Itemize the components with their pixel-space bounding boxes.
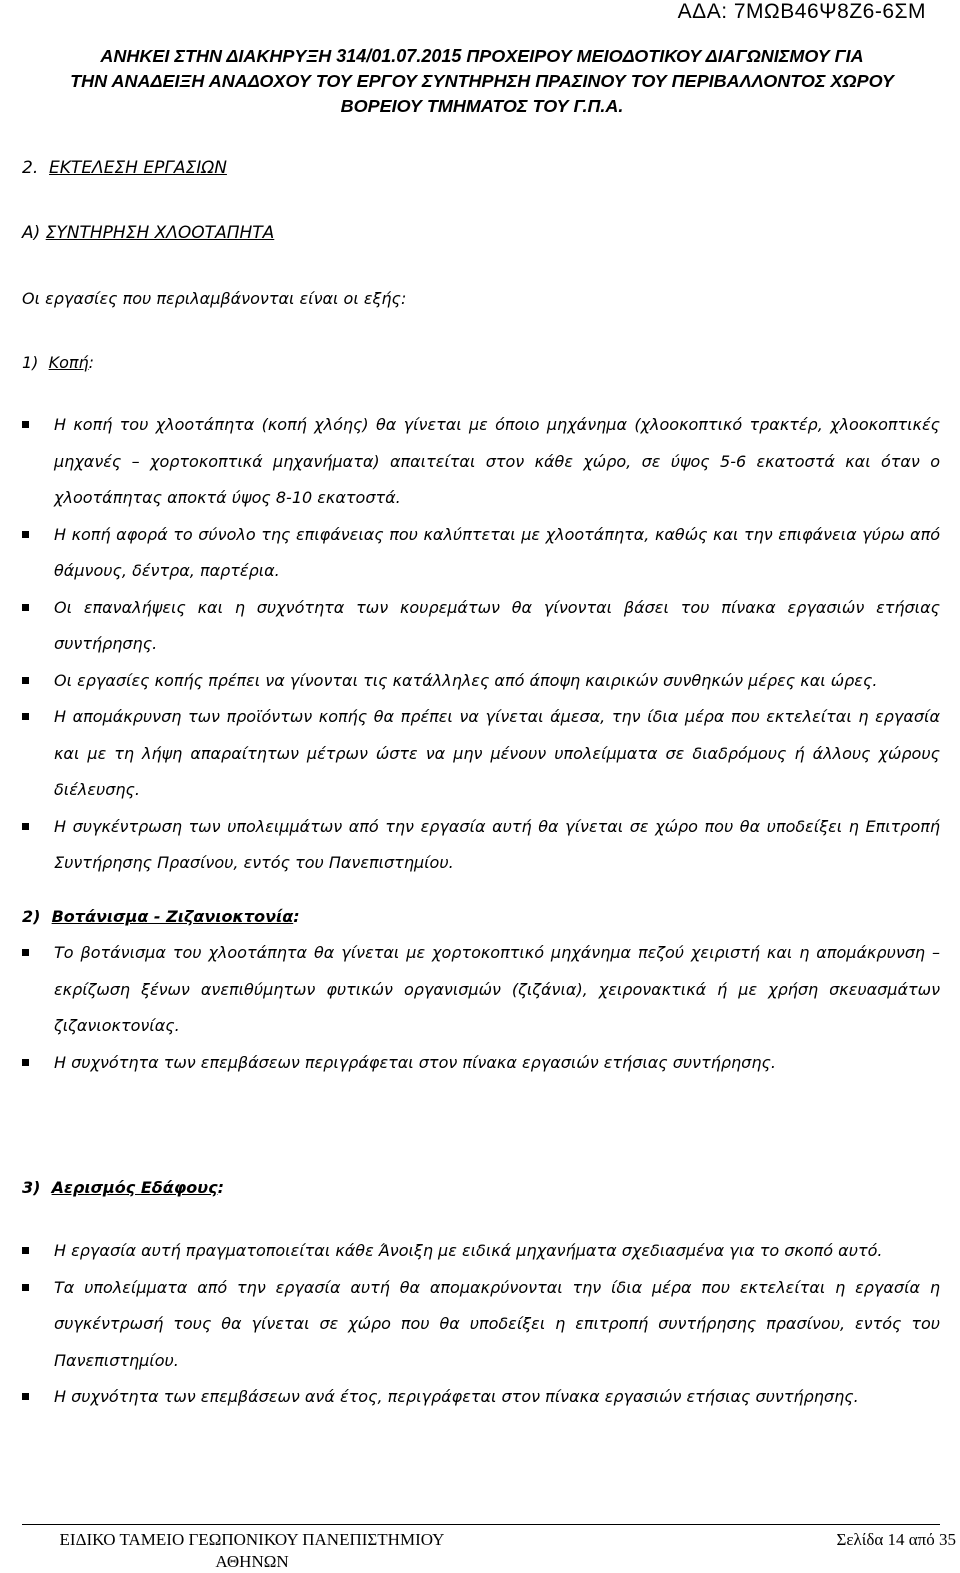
part2-colon: : [293,907,300,926]
footer-organization [22,1529,482,1573]
section-heading [22,158,227,178]
part1-heading [22,353,94,372]
list-item: Η συχνότητα των επεμβάσεων ανά έτος, περιγράφεται στον πίνακα εργασιών ετήσιας συντήρησης. [22,1379,940,1416]
list-item: Η απομάκρυνση των προϊόντων κοπής θα πρέπει να γίνεται άμεσα, την ίδια μέρα που εκτελείται η εργασία και με τη λήψη απαραίτητων μέτρων ώστε να μην μένουν υπολείμματα σε διαδρόμους ή άλλους χώρους διέλευσης. [22,699,940,809]
list-item: Η κοπή αφορά το σύνολο της επιφάνειας που καλύπτεται με χλοοτάπητα, καθώς και την επιφάνεια γύρω από θάμνους, δέντρα, παρτέρια. [22,517,940,590]
subsection-prefix: Α) [22,223,41,243]
list-item: Η συγκέντρωση των υπολειμμάτων από την εργασία αυτή θα γίνεται σε χώρο που θα υποδείξει η Επιτροπή Συντήρησης Πρασίνου, εντός του Πανεπιστημίου. [22,809,940,882]
page-footer [22,1524,956,1571]
part3-list [22,1233,940,1416]
list-item: Οι επαναλήψεις και η συχνότητα των κουρεμάτων θα γίνονται βάσει του πίνακα εργασιών ετήσιας συντήρησης. [22,590,940,663]
list-item: Οι εργασίες κοπής πρέπει να γίνονται τις κατάλληλες από άποψη καιρικών συνθηκών μέρες και ώρες. [22,663,940,700]
subsection-title: ΣΥΝΤΗΡΗΣΗ ΧΛΟΟΤΑΠΗΤΑ [45,223,275,243]
section-title: ΕΚΤΕΛΕΣΗ ΕΡΓΑΣΙΩΝ [49,158,227,178]
part3-title: Αερισμός Εδάφους [51,1178,218,1197]
part2-list [22,935,940,1081]
list-item: Η κοπή του χλοοτάπητα (κοπή χλόης) θα γίνεται με όποιο μηχάνημα (χλοοκοπτικό τρακτέρ, χλοοκοπτικές μηχανές – χορτοκοπτικά μηχανήματα) απαιτείται στον κάθε χώρο, σε ύψος 5-6 εκατοστά και όταν ο χλοοτάπητας αποκτά ύψος 8-10 εκατοστά. [22,407,940,517]
footer-org-line-2: ΑΘΗΝΩΝ [215,1552,289,1571]
part2-title: Βοτάνισμα - Ζιζανιοκτονία [51,907,294,926]
intro-text: Οι εργασίες που περιλαμβάνονται είναι οι εξής: [22,289,407,308]
list-item: Η συχνότητα των επεμβάσεων περιγράφεται στον πίνακα εργασιών ετήσιας συντήρησης. [22,1045,940,1082]
section-number: 2. [22,158,39,178]
part3-colon: : [217,1178,224,1197]
part2-number: 2) [22,907,41,926]
list-item: Τα υπολείμματα από την εργασία αυτή θα απομακρύνονται την ίδια μέρα που εκτελείται η εργασία η συγκέντρωσή τους θα γίνεται σε χώρο που θα υποδείξει η επιτροπή συντήρησης πρασίνου, εντός του Πανεπιστημίου. [22,1270,940,1380]
header-line-3: ΒΟΡΕΙΟΥ ΤΜΗΜΑΤΟΣ ΤΟΥ Γ.Π.Α. [340,96,624,116]
part3-heading [22,1178,224,1197]
footer-org-line-1: ΕΙΔΙΚΟ ΤΑΜΕΙΟ ΓΕΩΠΟΝΙΚΟΥ ΠΑΝΕΠΙΣΤΗΜΙΟΥ [59,1530,445,1549]
ada-code: ΑΔΑ: 7ΜΩΒ46Ψ8Ζ6-6ΣΜ [677,0,926,23]
part1-title: Κοπή [48,353,89,372]
part3-number: 3) [22,1178,41,1197]
list-item: Το βοτάνισμα του χλοοτάπητα θα γίνεται με χορτοκοπτικό μηχάνημα πεζού χειριστή και η απομάκρυνση – εκρίζωση ξένων ανεπιθύμητων φυτικών οργανισμών (ζιζάνια), χειρονακτικά ή με χρήση σκευασμάτων ζιζανιοκτονίας. [22,935,940,1045]
list-item: Η εργασία αυτή πραγματοποιείται κάθε Άνοιξη με ειδικά μηχανήματα σχεδιασμένα για το σκοπό αυτό. [22,1233,940,1270]
header-line-2: ΤΗΝ ΑΝΑΔΕΙΞΗ ΑΝΑΔΟΧΟΥ ΤΟΥ ΕΡΓΟΥ ΣΥΝΤΗΡΗΣΗ ΠΡΑΣΙΝΟΥ ΤΟΥ ΠΕΡΙΒΑΛΛΟΝΤΟΣ ΧΩΡΟΥ [70,71,894,91]
header-line-1: ΑΝΗΚΕΙ ΣΤΗΝ ΔΙΑΚΗΡΥΞΗ 314/01.07.2015 ΠΡΟΧΕΙΡΟΥ ΜΕΙΟΔΟΤΙΚΟΥ ΔΙΑΓΩΝΙΣΜΟΥ ΓΙΑ [100,46,864,66]
part2-heading [22,907,300,926]
part1-number: 1) [22,353,39,372]
document-header [22,44,942,119]
subsection-heading [22,223,274,243]
page-number: Σελίδα 14 από 35 [836,1530,956,1549]
part1-list [22,407,940,882]
part1-colon: : [88,353,95,372]
